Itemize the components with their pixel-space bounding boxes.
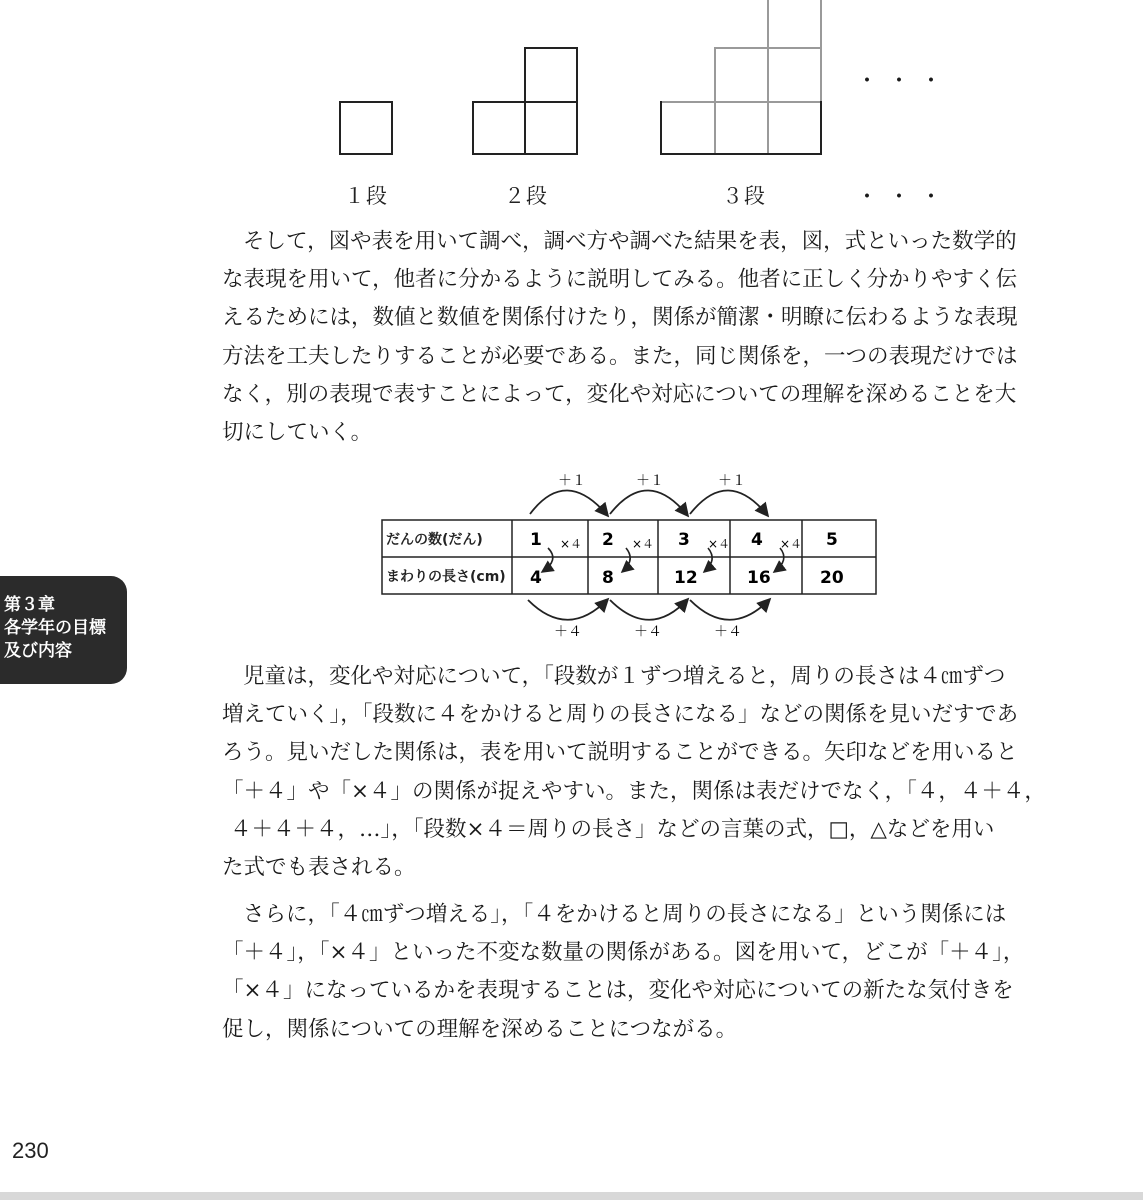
times-four-arrow [542,548,553,572]
length-value: 20 [820,568,844,588]
times-four-arrow [622,548,630,572]
times-four-label: ×４ [632,537,655,551]
paragraph-line: 「×４」になっているかを表現することは，変化や対応についての新たな気付きを [222,978,1014,1004]
step-value: 1 [530,530,542,550]
plus-four-arrow [690,599,770,620]
chapter-side-tab [0,576,127,684]
plus-one-label: ＋１ [636,473,664,489]
paragraph-line: ろう。見いだした関係は，表を用いて説明することができる。矢印などを用いると [222,740,1018,766]
stair-2-square [472,101,526,155]
stair-3-square [767,47,822,103]
plus-one-arrow [530,490,608,516]
stair-3-outline [660,101,822,155]
page-number: 230 [12,1138,49,1163]
chapter-number: 第３章 [4,595,55,615]
times-four-label: ×４ [560,537,583,551]
step-value: 3 [678,530,690,550]
chapter-title-line1: 各学年の目標 [4,618,106,638]
length-value: 8 [602,568,614,588]
paragraph-line: 「＋４」，「×４」といった不変な数量の関係がある。図を用いて，どこが「＋４」， [222,940,1025,966]
chapter-title-line2: 及び内容 [4,641,72,661]
paragraph-line: 切にしていく。 [222,420,373,446]
paragraph-line: た式でも表される。 [222,855,416,881]
stair-2-square [524,101,578,155]
length-value: 12 [674,568,698,588]
paragraph-line: ４＋４＋４，…」，「段数×４＝周りの長さ」などの言葉の式，□，△などを用い [230,816,995,842]
stair-3-square [714,47,769,103]
stair-1-square [339,101,393,155]
bottom-bar [0,1192,1143,1200]
row-header-steps: だんの数(だん) [386,532,483,548]
plus-one-arrow [610,490,688,516]
step-length-table-figure [370,468,890,648]
step-value: 2 [602,530,614,550]
length-value: 4 [530,568,542,588]
paragraph-line: 方法を工夫したりすることが必要である。また，同じ関係を，一つの表現だけでは [222,343,1018,369]
paragraph-3 [222,896,1034,1049]
length-value: 16 [747,568,771,588]
plus-four-label: ＋４ [634,624,662,640]
label-step-1: １段 [344,184,388,208]
paragraph-2 [222,658,1046,887]
plus-one-label: ＋１ [558,473,586,489]
plus-four-arrow [610,599,688,620]
plus-four-arrow [528,599,608,620]
times-four-label: ×４ [708,537,731,551]
paragraph-line: 児童は，変化や対応について，「段数が１ずつ増えると，周りの長さは４㎝ずつ [243,664,1006,689]
plus-four-label: ＋４ [554,624,582,640]
times-four-label: ×４ [780,537,803,551]
times-four-arrow [704,548,712,572]
ellipsis-bottom: ・・・ [856,185,953,210]
paragraph-line: さらに，「４㎝ずつ増える」，「４をかけると周りの長さになる」という関係には [243,902,1007,927]
label-step-2: ２段 [504,184,548,208]
paragraph-1 [222,223,1034,452]
plus-one-arrow [690,490,768,516]
ellipsis-top: ・・・ [856,69,953,94]
label-step-3: ３段 [722,184,766,208]
stair-3-square [767,0,822,49]
paragraph-line: 促し，関係についての理解を深めることにつながる。 [222,1016,738,1042]
row-header-length: まわりの長さ(cm) [386,569,506,585]
paragraph-line: 増えていく」，「段数に４をかけると周りの長さになる」などの関係を見いだすであ [222,702,1019,728]
paragraph-line: そして，図や表を用いて調べ，調べ方や調べた結果を表，図，式といった数学的 [243,229,1017,254]
paragraph-line: 「＋４」や「×４」の関係が捉えやすい。また，関係は表だけでなく，「４，４＋４， [222,778,1046,804]
paragraph-line: えるためには，数値と数値を関係付けたり，関係が簡潔・明瞭に伝わるような表現 [222,305,1018,331]
paragraph-line: なく，別の表現で表すことによって，変化や対応についての理解を深めることを大 [222,381,1017,407]
paragraph-line: な表現を用いて，他者に分かるように説明してみる。他者に正しく分かりやすく伝 [222,267,1018,293]
times-four-arrow [774,548,784,572]
step-value: 5 [826,530,838,550]
plus-four-label: ＋４ [714,624,742,640]
plus-one-label: ＋１ [718,473,746,489]
stair-2-square [524,47,578,103]
step-value: 4 [751,530,763,550]
